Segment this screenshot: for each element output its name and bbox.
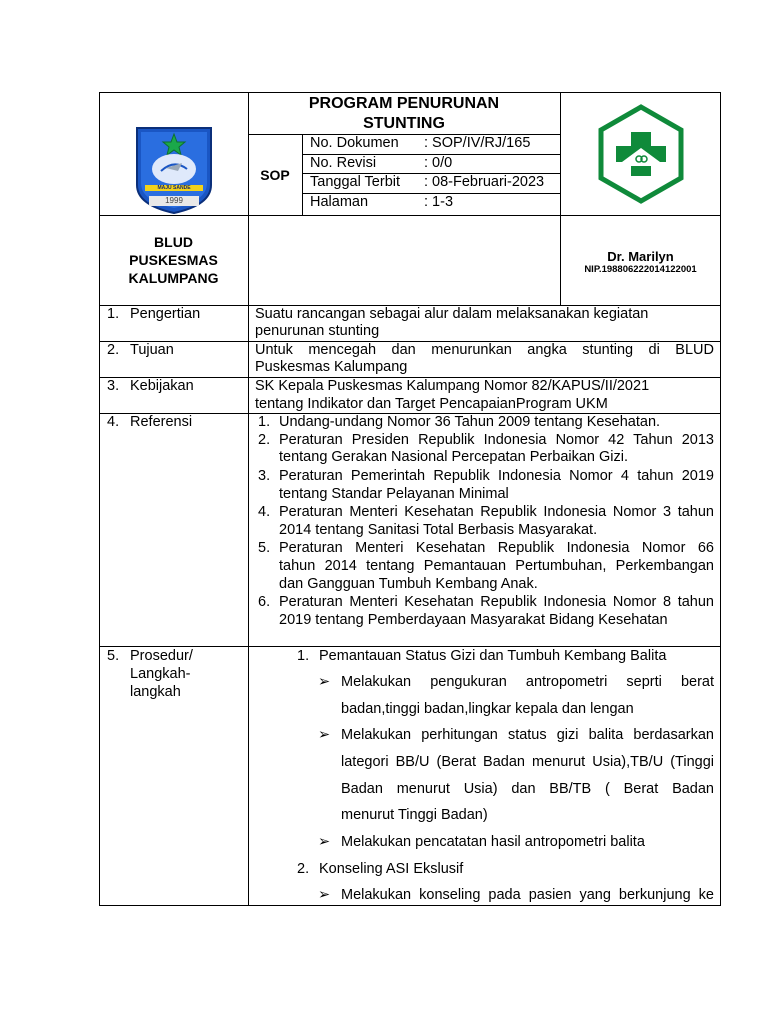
referensi-item-number: 2.	[258, 432, 271, 448]
referensi-item-number: 1.	[258, 414, 271, 430]
referensi-item-line: Peraturan Menteri Kesehatan Republik Indonesia Nomor 3 tahun	[279, 504, 714, 520]
regency-emblem	[133, 125, 215, 215]
table-border-bottom	[99, 905, 721, 906]
meta-label-tanggal-terbit: Tanggal Terbit	[310, 174, 401, 190]
meta-label-no-dokumen: No. Dokumen	[310, 135, 399, 151]
org-name-line-2: PUSKESMAS	[129, 252, 218, 268]
referensi-item-number: 5.	[258, 540, 271, 556]
prosedur-step-title: Pemantauan Status Gizi dan Tumbuh Kembang Balita	[319, 648, 667, 664]
prosedur-step-number: 2.	[297, 861, 310, 877]
signer-name: Dr. Marilyn	[607, 249, 674, 264]
document-title-line-2: STUNTING	[363, 115, 445, 132]
referensi-item-line: Peraturan Menteri Kesehatan Republik Indonesia Nomor 8 tahun	[279, 594, 714, 610]
emblem-year: 1999	[165, 196, 183, 205]
section-label-referensi: Referensi	[130, 414, 193, 430]
section-number-tujuan: 2.	[107, 342, 120, 358]
referensi-item-line: Peraturan Presiden Republik Indonesia Nomor 42 Tahun 2013	[279, 432, 714, 448]
prosedur-bullet-line: Melakukan konseling pada pasien yang berkunjung ke	[341, 887, 714, 903]
emblem-motto: MAJU SANDE	[157, 185, 191, 191]
org-name-line-1: BLUD	[154, 234, 193, 250]
pengertian-text-line-2: penurunan stunting	[255, 323, 380, 339]
referensi-item-number: 4.	[258, 504, 271, 520]
puskesmas-logo	[596, 104, 686, 204]
section-number-prosedur: 5.	[107, 648, 120, 664]
document-title-line-1: PROGRAM PENURUNAN	[308, 95, 500, 112]
section-label-pengertian: Pengertian	[130, 306, 201, 322]
meta-label-halaman: Halaman	[310, 194, 369, 210]
section-label-prosedur-line-1: Prosedur/	[130, 648, 193, 664]
referensi-item-line: Peraturan Pemerintah Republik Indonesia Nomor 4 tahun 2019	[279, 468, 714, 484]
referensi-item-line: tentang Standar Pelayanan Minimal	[279, 486, 509, 502]
prosedur-step-title: Konseling ASI Ekslusif	[319, 861, 464, 877]
kebijakan-text-line-2: tentang Indikator dan Target PencapaianProgram UKM	[255, 396, 608, 412]
sop-label: SOP	[260, 167, 290, 183]
bullet-arrow-icon: ➢	[318, 887, 331, 903]
meta-value-no-revisi: : 0/0	[424, 155, 453, 171]
pengertian-text-line-1: Suatu rancangan sebagai alur dalam melaksanakan kegiatan	[255, 306, 649, 322]
section-number-kebijakan: 3.	[107, 378, 120, 394]
section-label-kebijakan: Kebijakan	[130, 378, 194, 394]
puskesmas-cross-icon	[596, 104, 686, 204]
referensi-item-number: 6.	[258, 594, 271, 610]
referensi-item-line: 2014 tentang Sanitasi Total Berbasis Masyarakat.	[279, 522, 598, 538]
row-line-4	[99, 646, 721, 647]
referensi-item-line: tahun 2014 tentang Pemantauan Pertumbuhan, Perkembangan	[279, 558, 714, 574]
tujuan-text-line-1: Untuk mencegah dan menurunkan angka stunting di BLUD	[255, 342, 714, 358]
meta-label-no-revisi: No. Revisi	[310, 155, 377, 171]
referensi-item-line: dan Gangguan Tumbuh Kembang Anak.	[279, 576, 538, 592]
bullet-arrow-icon: ➢	[318, 834, 331, 850]
referensi-item-line: tentang Gerakan Nasional Percepatan Perbaikan Gizi.	[279, 449, 629, 465]
meta-value-tanggal-terbit: : 08-Februari-2023	[424, 174, 545, 190]
meta-value-halaman: : 1-3	[424, 194, 454, 210]
meta-divider	[302, 134, 303, 215]
header-row-line	[99, 215, 721, 216]
header-divider-1	[248, 92, 249, 905]
section-label-tujuan: Tujuan	[130, 342, 174, 358]
section-label-prosedur-line-2: Langkah-	[130, 666, 191, 682]
referensi-item-line: Peraturan Menteri Kesehatan Republik Indonesia Nomor 66	[279, 540, 714, 556]
section-number-referensi: 4.	[107, 414, 120, 430]
bullet-arrow-icon: ➢	[318, 674, 331, 690]
section-number-pengertian: 1.	[107, 306, 120, 322]
section-label-prosedur-line-3: langkah	[130, 684, 181, 700]
prosedur-bullet-line: badan,tinggi badan,lingkar kepala dan lengan	[341, 701, 634, 717]
bullet-arrow-icon: ➢	[318, 727, 331, 743]
table-border-top	[99, 92, 721, 93]
referensi-item-line: Undang-undang Nomor 36 Tahun 2009 tentang Kesehatan.	[279, 414, 661, 430]
prosedur-bullet-line: Melakukan perhitungan status gizi balita berdasarkan	[341, 727, 714, 743]
tujuan-text-line-2: Puskesmas Kalumpang	[255, 359, 408, 375]
org-name-line-3: KALUMPANG	[128, 270, 219, 286]
meta-value-no-dokumen: : SOP/IV/RJ/165	[424, 135, 531, 151]
referensi-item-number: 3.	[258, 468, 271, 484]
referensi-item-line: 2019 tentang Pemberdayaan Masyarakat Bidang Kesehatan	[279, 612, 668, 628]
prosedur-bullet-line: Melakukan pengukuran antropometri seprti berat	[341, 674, 714, 690]
prosedur-bullet-line: menurut Tinggi Badan)	[341, 807, 488, 823]
prosedur-bullet-line: Melakukan pencatatan hasil antropometri balita	[341, 834, 645, 850]
prosedur-bullet-line: lategori BB/U (Berat Badan menurut Usia),TB/U (Tinggi	[341, 754, 714, 770]
signer-nip: NIP.198806222014122001	[584, 264, 697, 275]
prosedur-bullet-line: Badan menurut Usia) dan BB/TB ( Berat Badan	[341, 781, 714, 797]
kebijakan-text-line-1: SK Kepala Puskesmas Kalumpang Nomor 82/KAPUS/II/2021	[255, 378, 650, 394]
prosedur-step-number: 1.	[297, 648, 310, 664]
